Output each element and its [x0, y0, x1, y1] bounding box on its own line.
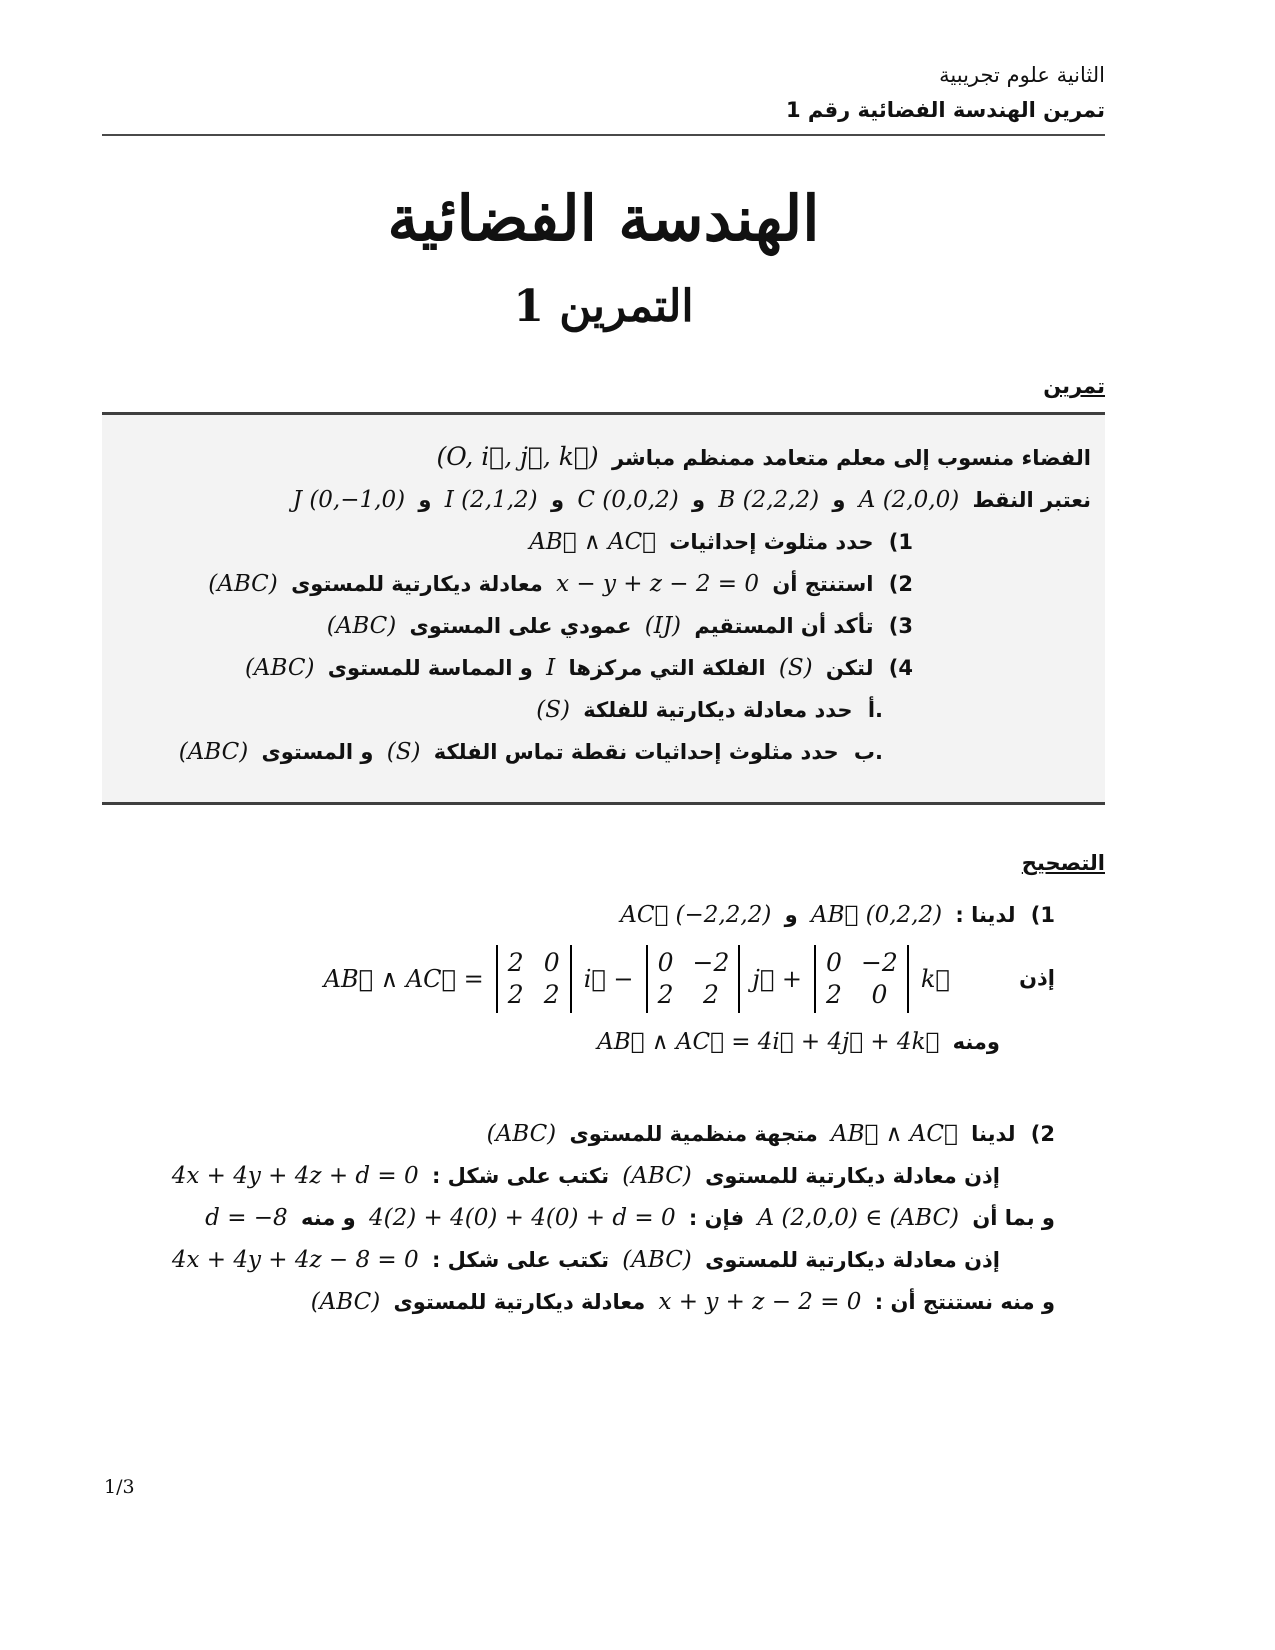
question-text: حدد مثلوث إحداثيات [669, 530, 874, 555]
determinant-matrix-2 [646, 945, 741, 1013]
plane-name: (ABC) [622, 1247, 692, 1274]
vector-k-term: k⃗ [920, 965, 950, 994]
matrix-cell: −2 [860, 948, 898, 978]
exercise-box [102, 412, 1105, 805]
exercise-question-4a [116, 692, 1091, 728]
header-divider [102, 134, 1105, 136]
matrix-cell: 2 [826, 980, 842, 1010]
determinant-matrix-1 [496, 945, 572, 1013]
point-membership: A (2,0,0) ∈ (ABC) [757, 1205, 960, 1232]
vector-i-term: i⃗ − [583, 965, 634, 994]
correction-section [102, 897, 1105, 1320]
exercise-question-1 [116, 524, 1091, 560]
intro-text: الفضاء منسوب إلى معلم متعامد ممنظم مباشر [611, 446, 1091, 471]
exercise-question-2 [116, 566, 1091, 602]
matrix-cell: −2 [692, 948, 730, 978]
cross-product-result: AB⃗ ∧ AC⃗ = 4i⃗ + 4j⃗ + 4k⃗ [597, 1029, 940, 1056]
question-text: و المستوى [261, 740, 374, 765]
question-text: حدد مثلوث إحداثيات نقطة تماس الفلكة [433, 740, 839, 765]
plane-name: (ABC) [486, 1121, 557, 1148]
matrix-cell: 2 [657, 980, 674, 1010]
vector-j-term: j⃗ + [752, 965, 802, 994]
exercise-question-4 [116, 650, 1091, 686]
line-name: (IJ) [644, 613, 682, 640]
equation-lhs: AB⃗ ∧ AC⃗ = [323, 965, 484, 994]
correction-text: و بما أن [972, 1206, 1055, 1231]
question-number: (3 [888, 614, 913, 639]
header-exercise-line: تمرين الهندسة الفضائية رقم 1 [786, 97, 1105, 122]
correction-section-label: التصحيح [1021, 851, 1105, 876]
plane-name: (ABC) [208, 571, 278, 598]
sphere-name: (S) [778, 655, 813, 682]
correction-step2-line1 [102, 1116, 1105, 1152]
subquestion-letter: أ. [867, 698, 883, 723]
conjunction: و [832, 488, 846, 513]
matrix-cell: 0 [871, 980, 888, 1010]
matrix-cell: 2 [702, 980, 719, 1010]
conjunction: و [550, 488, 565, 513]
d-value: d = −8 [205, 1205, 288, 1232]
substitution-equation: 4(2) + 4(0) + 4(0) + d = 0 [369, 1205, 676, 1232]
correction-text: إذن معادلة ديكارتية للمستوى [705, 1248, 1000, 1273]
matrix-cell: 0 [826, 948, 842, 978]
correction-text: ومنه [952, 1030, 1000, 1055]
matrix-cell: 2 [507, 980, 524, 1010]
page-number: 1/3 [104, 1476, 135, 1498]
correction-cross-product-line [102, 939, 1105, 1018]
point-j: J (0,−1,0) [292, 487, 406, 514]
plane-name: (ABC) [178, 739, 249, 766]
correction-text: إذن معادلة ديكارتية للمستوى [705, 1164, 1000, 1189]
vector-ab: AB⃗ (0,2,2) [810, 902, 943, 929]
correction-text: إذن [1019, 966, 1055, 991]
matrix-cell: 2 [543, 980, 560, 1010]
correction-text: و منه [301, 1206, 356, 1231]
correction-text: متجهة منظمية للمستوى [569, 1122, 818, 1147]
correction-text: تكتب على شكل : [431, 1248, 609, 1273]
general-plane-equation: 4x + 4y + 4z + d = 0 [171, 1163, 419, 1190]
question-text: حدد معادلة ديكارتية للفلكة [583, 698, 853, 723]
question-text: لتكن [825, 656, 874, 681]
correction-step2-line4 [102, 1242, 1105, 1278]
correction-cross-result-line [102, 1024, 1105, 1060]
point-a: A (2,0,0) [858, 487, 960, 514]
plane-name: (ABC) [244, 655, 315, 682]
frame-notation: (O, i⃗, j⃗, k⃗) [436, 442, 599, 472]
correction-step2-line5 [102, 1284, 1105, 1320]
determinant-matrix-3 [814, 945, 909, 1013]
correction-step1-line1 [102, 897, 1105, 933]
conjunction: و [418, 488, 432, 513]
document-header [102, 58, 1105, 127]
correction-step2-line3 [102, 1200, 1105, 1236]
exercise-points-line [116, 482, 1091, 518]
sphere-name: (S) [386, 739, 421, 766]
exercise-question-4b [116, 734, 1091, 770]
question-number: (4 [888, 656, 913, 681]
plane-name: (ABC) [310, 1289, 381, 1316]
vector-ac: AC⃗ (−2,2,2) [620, 902, 772, 929]
main-title: الهندسة الفضائية [387, 182, 820, 256]
plane-name: (ABC) [326, 613, 397, 640]
plane-equation-4x: 4x + 4y + 4z − 8 = 0 [171, 1247, 419, 1274]
center-point: I [546, 655, 556, 682]
correction-text: لدينا : [955, 903, 1016, 928]
matrix-cell: 0 [543, 948, 560, 978]
step-number: (1 [1030, 903, 1055, 928]
correction-text: لدينا [971, 1122, 1016, 1147]
final-plane-equation: x + y + z − 2 = 0 [658, 1289, 862, 1316]
question-text: تأكد أن المستقيم [694, 614, 874, 639]
question-number: (2 [888, 572, 913, 597]
plane-name: (ABC) [622, 1163, 692, 1190]
exercise-question-3 [116, 608, 1091, 644]
question-number: (1 [888, 530, 913, 555]
point-i: I (2,1,2) [444, 487, 538, 514]
question-text: معادلة ديكارتية للمستوى [291, 572, 543, 597]
correction-text: فإن : [688, 1206, 745, 1231]
matrix-cell: 0 [657, 948, 674, 978]
question-text: استنتج أن [772, 572, 874, 597]
sphere-name: (S) [536, 697, 570, 724]
question-text: و المماسة للمستوى [327, 656, 533, 681]
question-text: عمودي على المستوى [409, 614, 632, 639]
header-class-line: الثانية علوم تجريبية [939, 63, 1105, 87]
normal-vector-expression: AB⃗ ∧ AC⃗ [831, 1121, 958, 1148]
cross-product-equation [324, 940, 950, 1018]
exercise-intro-line [116, 439, 1091, 476]
exercise-section-label: تمرين [1043, 374, 1105, 399]
cross-product-expression: AB⃗ ∧ AC⃗ [529, 529, 656, 556]
subquestion-letter: ب. [853, 740, 883, 765]
step-number: (2 [1030, 1122, 1055, 1147]
matrix-cell: 2 [507, 948, 524, 978]
correction-text: تكتب على شكل : [431, 1164, 609, 1189]
conjunction: و [784, 903, 798, 928]
sub-title: التمرين 1 [513, 281, 694, 333]
points-text: نعتبر النقط [972, 488, 1091, 513]
plane-equation: x − y + z − 2 = 0 [556, 571, 760, 598]
point-b: B (2,2,2) [718, 487, 820, 514]
question-text: الفلكة التي مركزها [568, 656, 766, 681]
correction-text: معادلة ديكارتية للمستوى [393, 1290, 646, 1315]
correction-text: و منه نستنتج أن : [874, 1290, 1055, 1315]
point-c: C (0,0,2) [577, 487, 679, 514]
conjunction: و [692, 488, 706, 513]
correction-step2-line2 [102, 1158, 1105, 1194]
